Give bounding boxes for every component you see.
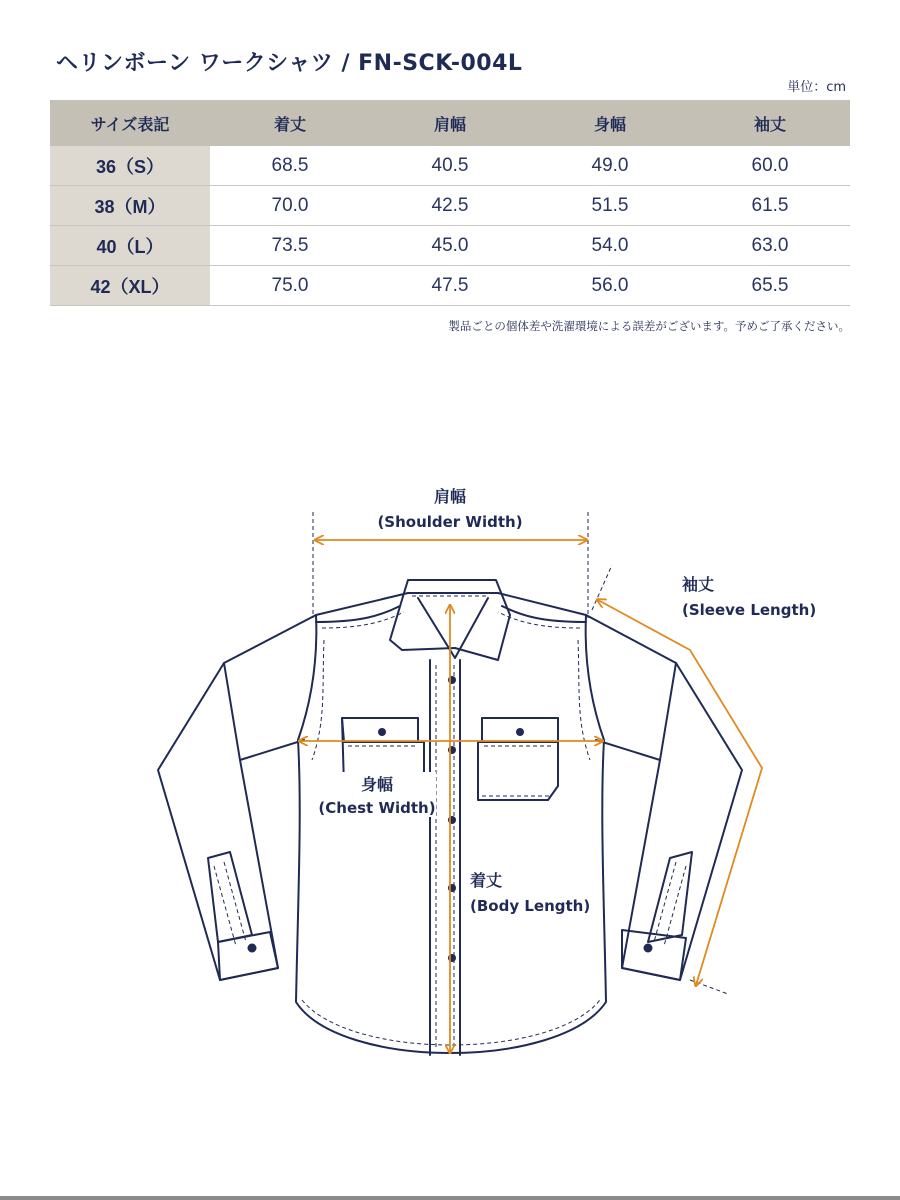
sleeve-length-arrow — [598, 600, 762, 985]
value-cell: 54.0 — [530, 226, 690, 266]
chest-width-label-en: (Chest Width) — [318, 799, 436, 817]
col-header-sleeve-length: 袖丈 — [690, 100, 850, 146]
page-title: ヘリンボーン ワークシャツ / FN-SCK-004L — [56, 51, 523, 76]
placket — [430, 660, 460, 1055]
right-cuff — [622, 930, 686, 980]
value-cell: 61.5 — [690, 186, 850, 226]
size-cell: 42（XL） — [50, 266, 210, 306]
yoke-seam — [316, 606, 400, 622]
sleeve-length-label — [682, 572, 816, 619]
value-cell: 70.0 — [210, 186, 370, 226]
col-header-body-length: 着丈 — [210, 100, 370, 146]
shoulder-width-label-jp: 肩幅 — [433, 487, 466, 506]
reference-lines — [313, 512, 728, 994]
size-cell: 36（S） — [50, 146, 210, 186]
left-cuff — [208, 852, 252, 942]
value-cell: 42.5 — [370, 186, 530, 226]
value-cell: 40.5 — [370, 146, 530, 186]
right-sleeve — [586, 615, 742, 980]
value-cell: 68.5 — [210, 146, 370, 186]
col-header-chest-width: 身幅 — [530, 100, 690, 146]
pocket-button — [378, 728, 386, 736]
size-cell: 40（L） — [50, 226, 210, 266]
shoulder-width-label-en: (Shoulder Width) — [377, 513, 523, 531]
unit-label: 単位：cm — [787, 80, 846, 95]
value-cell: 49.0 — [530, 146, 690, 186]
chest-width-label-jp: 身幅 — [360, 775, 393, 794]
right-sleeve-seam — [660, 663, 676, 760]
size-cell: 38（M） — [50, 186, 210, 226]
body-length-label-en: (Body Length) — [470, 897, 591, 915]
left-sleeve-seam — [224, 663, 240, 760]
cuff-button — [644, 944, 653, 953]
yoke-seam — [502, 606, 586, 622]
body-length-label — [470, 868, 590, 915]
bottom-border — [0, 1196, 900, 1200]
col-header-size: サイズ表記 — [50, 100, 210, 146]
body-length-label-jp: 着丈 — [470, 871, 503, 890]
sleeve-length-label-jp: 袖丈 — [682, 575, 715, 594]
cuff-button — [248, 944, 257, 953]
pocket-button — [516, 728, 524, 736]
value-cell: 56.0 — [530, 266, 690, 306]
disclaimer-note: 製品ごとの個体差や洗濯環境による誤差がございます。予めご了承ください。 — [448, 319, 850, 333]
value-cell: 51.5 — [530, 186, 690, 226]
value-cell: 73.5 — [210, 226, 370, 266]
left-sleeve — [158, 615, 316, 980]
shoulder-width-label — [370, 484, 530, 531]
value-cell: 45.0 — [370, 226, 530, 266]
value-cell: 47.5 — [370, 266, 530, 306]
value-cell: 60.0 — [690, 146, 850, 186]
col-header-shoulder-width: 肩幅 — [370, 100, 530, 146]
value-cell: 65.5 — [690, 266, 850, 306]
right-cuff — [648, 852, 692, 942]
sleeve-length-label-en: (Sleeve Length) — [682, 601, 817, 619]
value-cell: 75.0 — [210, 266, 370, 306]
chest-width-label — [318, 772, 436, 817]
value-cell: 63.0 — [690, 226, 850, 266]
